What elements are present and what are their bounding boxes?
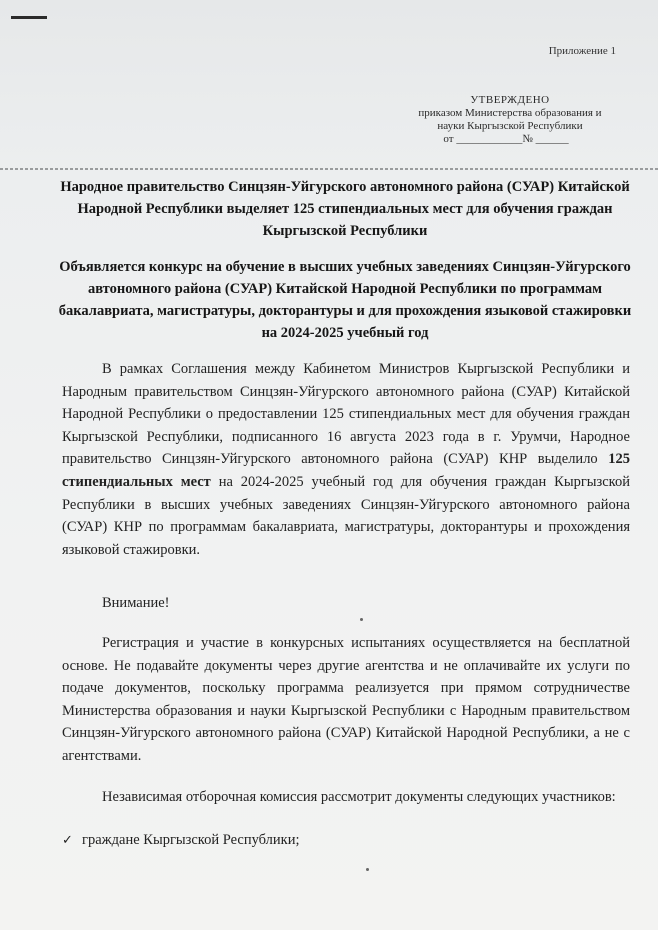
document-title: Народное правительство Синцзян-Уйгурского автономного района (СУАР) Китайской Народной Республики выделяет 125 стипендиальных мест для обучения граждан Кыргызской Республики [60,179,630,239]
approval-line-date-number: от ____________№ ______ [443,133,569,145]
attention-heading: Внимание! [102,595,170,611]
check-icon: ✓ [62,832,73,847]
top-dash-mark [11,16,47,19]
fold-divider [0,168,658,170]
approval-line-country: науки Кыргызской Республики [437,120,583,132]
scholarship-count-highlight: 125 стипендиальных мест [62,451,630,490]
list-item [62,829,300,851]
intro-paragraph-text-a: В рамках Соглашения между Кабинетом Министров Кыргызской Республики и Народным правительством Синцзян-Уйгурского автономного района (СУАР) Китайской Народной Республики о предоставлении 125 стипендиальных мест для обучения граждан Кыргызской Республики, подписанного 16 августа 2023 года в г. Урумчи, Народное правительство Синцзян-Уйгурского автономного района (СУАР) КНР выделило [62,361,630,468]
intro-paragraph [62,358,630,561]
paper-speck [366,868,369,871]
paper-speck [360,618,363,621]
appendix-label: Приложение 1 [548,45,616,57]
approval-title: УТВЕРЖДЕНО [470,94,550,106]
registration-paragraph: Регистрация и участие в конкурсных испытаниях осуществляется на бесплатной основе. Не подавайте документы через другие агентства и не оплачивайте их услуги по подаче документов, поскольку программа реализуется при прямом сотрудничестве Министерства образования и науки Кыргызской Республики с Народным правительством Синцзян-Уйгурского автономного района (СУАР) Китайской Народной Республики, а не с агентствами. [62,635,630,764]
approval-stamp-block [380,94,640,146]
intro-paragraph-text-b: на 2024-2025 учебный год для обучения граждан Кыргызской Республики в высших учебных заведениях Синцзян-Уйгурского автономного района (СУАР) КНР по программам бакалавриата, магистратуры, докторантуры и прохождения языковой стажировки. [62,473,630,558]
announcement-heading: Объявляется конкурс на обучение в высших учебных заведениях Синцзян-Уйгурского автономного района (СУАР) Китайской Народной Республики по программам бакалавриата, магистратуры, докторантуры и для прохождения языковой стажировки на 2024-2025 учебный год [58,259,632,341]
approval-line-ministry: приказом Министерства образования и [418,107,602,119]
list-item-text: граждане Кыргызской Республики; [82,832,300,848]
commission-paragraph: Независимая отборочная комиссия рассмотрит документы следующих участников: [102,789,616,805]
